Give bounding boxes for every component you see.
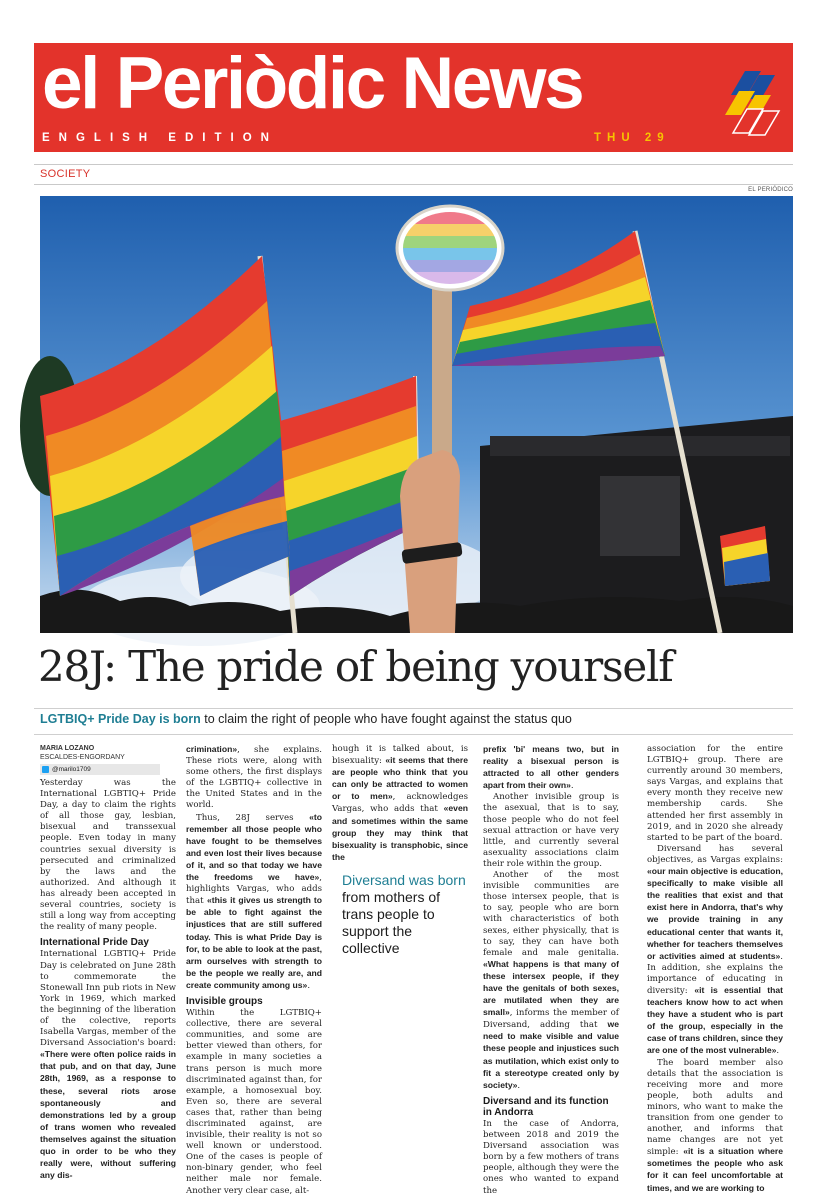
paragraph: Yesterday was the International LGBTIQ+ Pride Day, a day to claim the rights of all those gay, lesbian, bisexual and transsexual people. Even today in many countries sexual diversity is persecuted and criminalized by the laws and the authorized. And although it has already been accepted in several countries, society is still a long way from accepting the reality of many people. <box>40 778 176 933</box>
byline-place: ESCALDES-ENGORDANY <box>40 754 125 761</box>
article-column-2 <box>186 744 322 1196</box>
masthead-title: el Periòdic News <box>42 43 583 124</box>
section-heading-diversand: Diversand and its function in Andorra <box>483 1095 609 1118</box>
article-column-5 <box>647 744 783 1193</box>
section-label: SOCIETY <box>40 168 91 180</box>
subhead-rule-bottom <box>34 734 793 735</box>
flag-stripes-logo-icon <box>717 65 781 137</box>
section-rule-bottom <box>34 184 793 185</box>
article-subhead <box>40 712 572 726</box>
hero-photo <box>40 196 793 633</box>
section-rule-top <box>34 164 793 165</box>
article-column-3 <box>332 744 468 1124</box>
twitter-icon <box>42 766 49 773</box>
paragraph: In the case of Andorra, between 2018 and 2019 the Diversand association was born by a few mothers of trans people, although they were the ones who wanted to expand the <box>483 1119 619 1196</box>
article-column-1 <box>40 744 176 1181</box>
subhead-rest: to claim the right of people who have fought against the status quo <box>200 712 572 726</box>
subhead-rule-top <box>34 708 793 709</box>
paragraph: crimination», she explains. These riots were, along with some others, the first displays of the LGBTIQ+ collective in the United States and in the world. <box>186 744 322 811</box>
paragraph: Within the LGTBIQ+ collective, there are several communities, and some are better viewed than others, for example in many societies a trans person is much more discriminated against than, for example, a homosexual boy. Even so, there are several cases that, rather than being discriminated against, are invisible, their reality is not so well known or understood. One of the cases is people of non-binary gender, who feel neither male nor female. Another very clear case, alt- <box>186 1008 322 1196</box>
article-headline: 28J: The pride of being yourself <box>38 642 673 691</box>
paragraph: Another invisible group is the asexual, that is to say, those people who do not feel sexual attraction or have very little, and currently several asexuality associations claim their role within the group. <box>483 792 619 869</box>
paragraph: Diversand has several objectives, as Vargas explains: «our main objective is education, specifically to make visible all the realities that exist and that exist here in Andorra, that's why we provide training in any educational center that wants it, whether for teachers themselves or activities aimed at students». In addition, she explains the importance of educating in diversity: «it is essential that teachers know how to act when they have a student who is part of the group, especially in the case of trans children, since they are one of the most vulnerable». <box>647 843 783 1057</box>
masthead <box>34 43 793 152</box>
masthead-edition: ENGLISH EDITION <box>42 132 278 144</box>
twitter-handle-badge[interactable] <box>40 764 160 775</box>
paragraph: Another of the most invisible communities are those intersex people, that is to say, people who are born with characteristics of both sexes, either physically, that is to say, they can have both female and male genitalia. «What happens is that many of these intersex people, if they have the genitals of both sexes, are mutilated when they are small», informs the member of Diversand, adding that we need to make visible and value these people and injustices such as mutilation, which exist only to fit a stereotype created only by society». <box>483 870 619 1091</box>
paragraph: Thus, 28J serves «to remember all those people who have fought to be themselves and even lost their lives because of it, and so that today we have the freedoms we have», highlights Vargas, who adds that «this it gives us strength to be able to fight against the injustices that are still suffered today. This is what Pride Day is for, to be able to look at the past, arm ourselves with strength to be the people we really are, and create community among us». <box>186 811 322 991</box>
paragraph: hough it is talked about, is bisexuality: «it seems that there are people who think that you can only be attracted to women or to men», acknowledges Vargas, who adds that «even and sometimes within the same group they may think that bisexuality is transphobic, since the <box>332 744 469 862</box>
twitter-handle: @marilo1709 <box>52 765 91 773</box>
paragraph: The board member also details that the association is receiving more and more people, both adults and minors, who want to make the transition from one gender to another, and informs that name changes are not yet simple: «it is a situation where sometimes the people who ask for it can feel uncomfortable at times, and we are working to <box>647 1057 783 1193</box>
byline-name: MARIA LOZANO <box>40 745 95 752</box>
masthead-date: THU 29 <box>594 132 670 144</box>
section-heading-pride-day: International Pride Day <box>40 937 149 949</box>
photo-credit: EL PERIÓDICO <box>748 187 793 193</box>
paragraph: prefix 'bi' means two, but in reality a bisexual person is attracted to all other genders apart from their own». <box>483 744 619 792</box>
section-heading-invisible-groups: Invisible groups <box>186 995 263 1007</box>
paragraph: International LGBTIQ+ Pride Day is celebrated on June 28th to commemorate the Stonewall Inn pub riots in New York in 1969, which marked the beginning of the liberation of the colective, reports Isabella Vargas, member of the Diversand Association's board: «There were often police raids in that pub, and on that day, June 28th, 1969, as a response to these, several riots arose spontaneously and demonstrations led by a group of trans women who revealed themselves against the situation quo in order to be who they really were, without suffering any dis- <box>40 949 176 1181</box>
pull-quote: Diversand was born from mothers of trans people to support the collective <box>342 871 466 956</box>
subhead-highlight: LGTBIQ+ Pride Day is born <box>40 712 201 726</box>
article-column-4 <box>483 744 619 1196</box>
paragraph: association for the entire LGTBIQ+ group. There are currently around 30 members, says Vargas, and explains that every month they receive new membership cards. She attended her first assembly in 2019, and in 2020 she already started to be part of the board. <box>647 744 783 843</box>
byline <box>40 744 176 762</box>
